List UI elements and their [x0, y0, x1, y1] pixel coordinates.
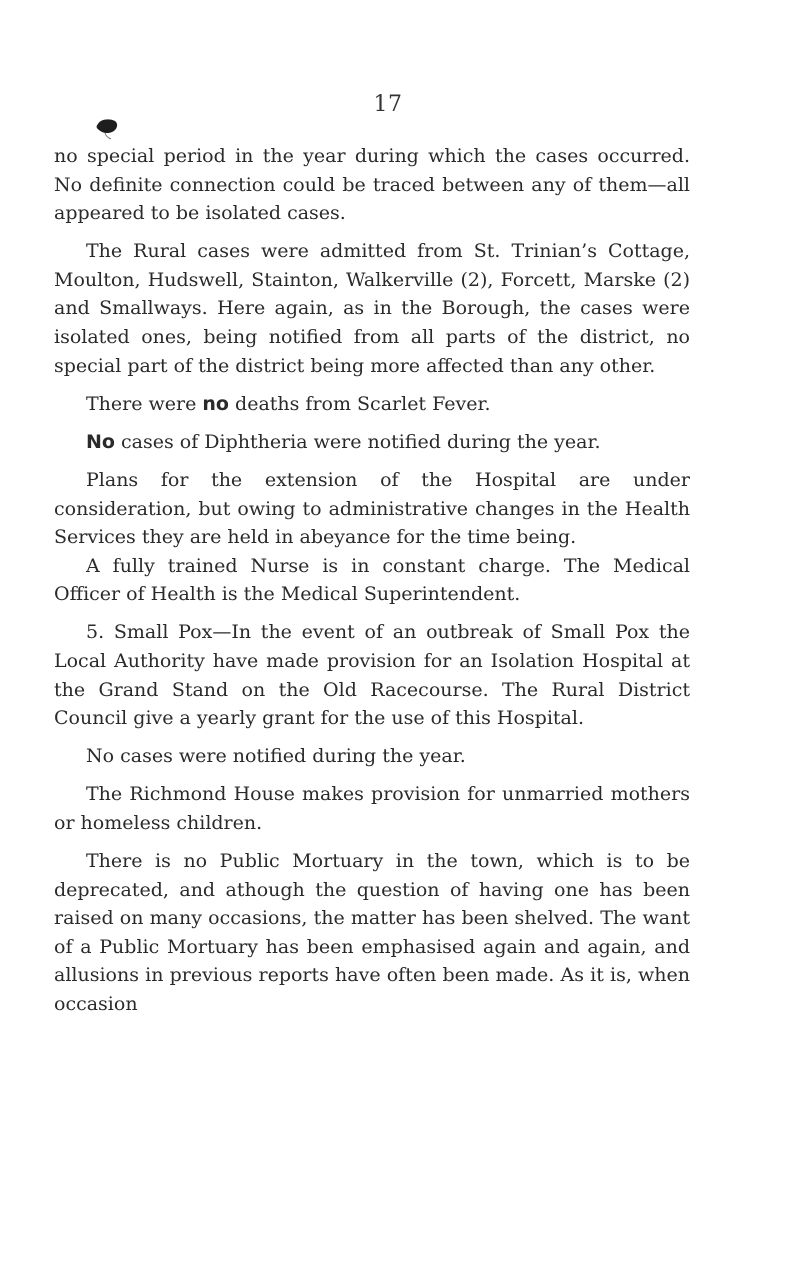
paragraph-scarlet-fever-deaths: [54, 390, 690, 419]
diphtheria-text: cases of Diphtheria were notified during the year.: [114, 430, 601, 453]
paragraph-no-cases: No cases were notified during the year.: [86, 745, 466, 768]
page-number: 17: [373, 92, 403, 117]
paragraph-rural-cases: The Rural cases were admitted from St. Trinian’s Cottage, Moulton, Hudswell, Stainton, Walkerville (2), Forcett, Marske (2) and Smallways. Here again, as in the Borough, the cases were isolated ones, being notified from all parts of the district, no special part of the district being more affected than any other.: [54, 240, 690, 377]
paragraph-richmond-house: The Richmond House makes provision for unmarried mothers or homeless children.: [54, 783, 690, 834]
paragraph-isolated-cases: no special period in the year during which the cases occurred. No definite connection could be traced between any of them—all appeared to be isolated cases.: [54, 145, 690, 225]
scarlet-fever-text-before: There were: [86, 392, 203, 415]
scarlet-fever-text-after: deaths from Scarlet Fever.: [229, 392, 491, 415]
paragraph-nurse: A fully trained Nurse is in constant charge. The Medical Officer of Health is the Medical Superintendent.: [54, 554, 690, 606]
paragraph-diphtheria: [54, 428, 690, 457]
diphtheria-no-emphasis: No: [86, 430, 115, 453]
paragraph-hospital-extension: Plans for the extension of the Hospital are under consideration, but owing to administrative changes in the Health Services they are held in abeyance for the time being.: [54, 468, 690, 549]
document-body: [54, 142, 690, 1019]
paragraph-small-pox: 5. Small Pox—In the event of an outbreak of Small Pox the Local Authority have made provision for an Isolation Hospital at the Grand Stand on the Old Racecourse. The Rural District Council give a yearly grant for the use of this Hospital.: [54, 621, 690, 730]
scarlet-fever-no-emphasis: no: [202, 392, 229, 415]
paragraph-public-mortuary: There is no Public Mortuary in the town, which is to be deprecated, and athough the question of having one has been raised on many occasions, the matter has been shelved. The want of a Public Mortuary has been emphasised again and again, and allusions in previous reports have often been made. As it is, when occasion: [54, 850, 690, 1016]
ink-blot-icon: [94, 118, 120, 140]
